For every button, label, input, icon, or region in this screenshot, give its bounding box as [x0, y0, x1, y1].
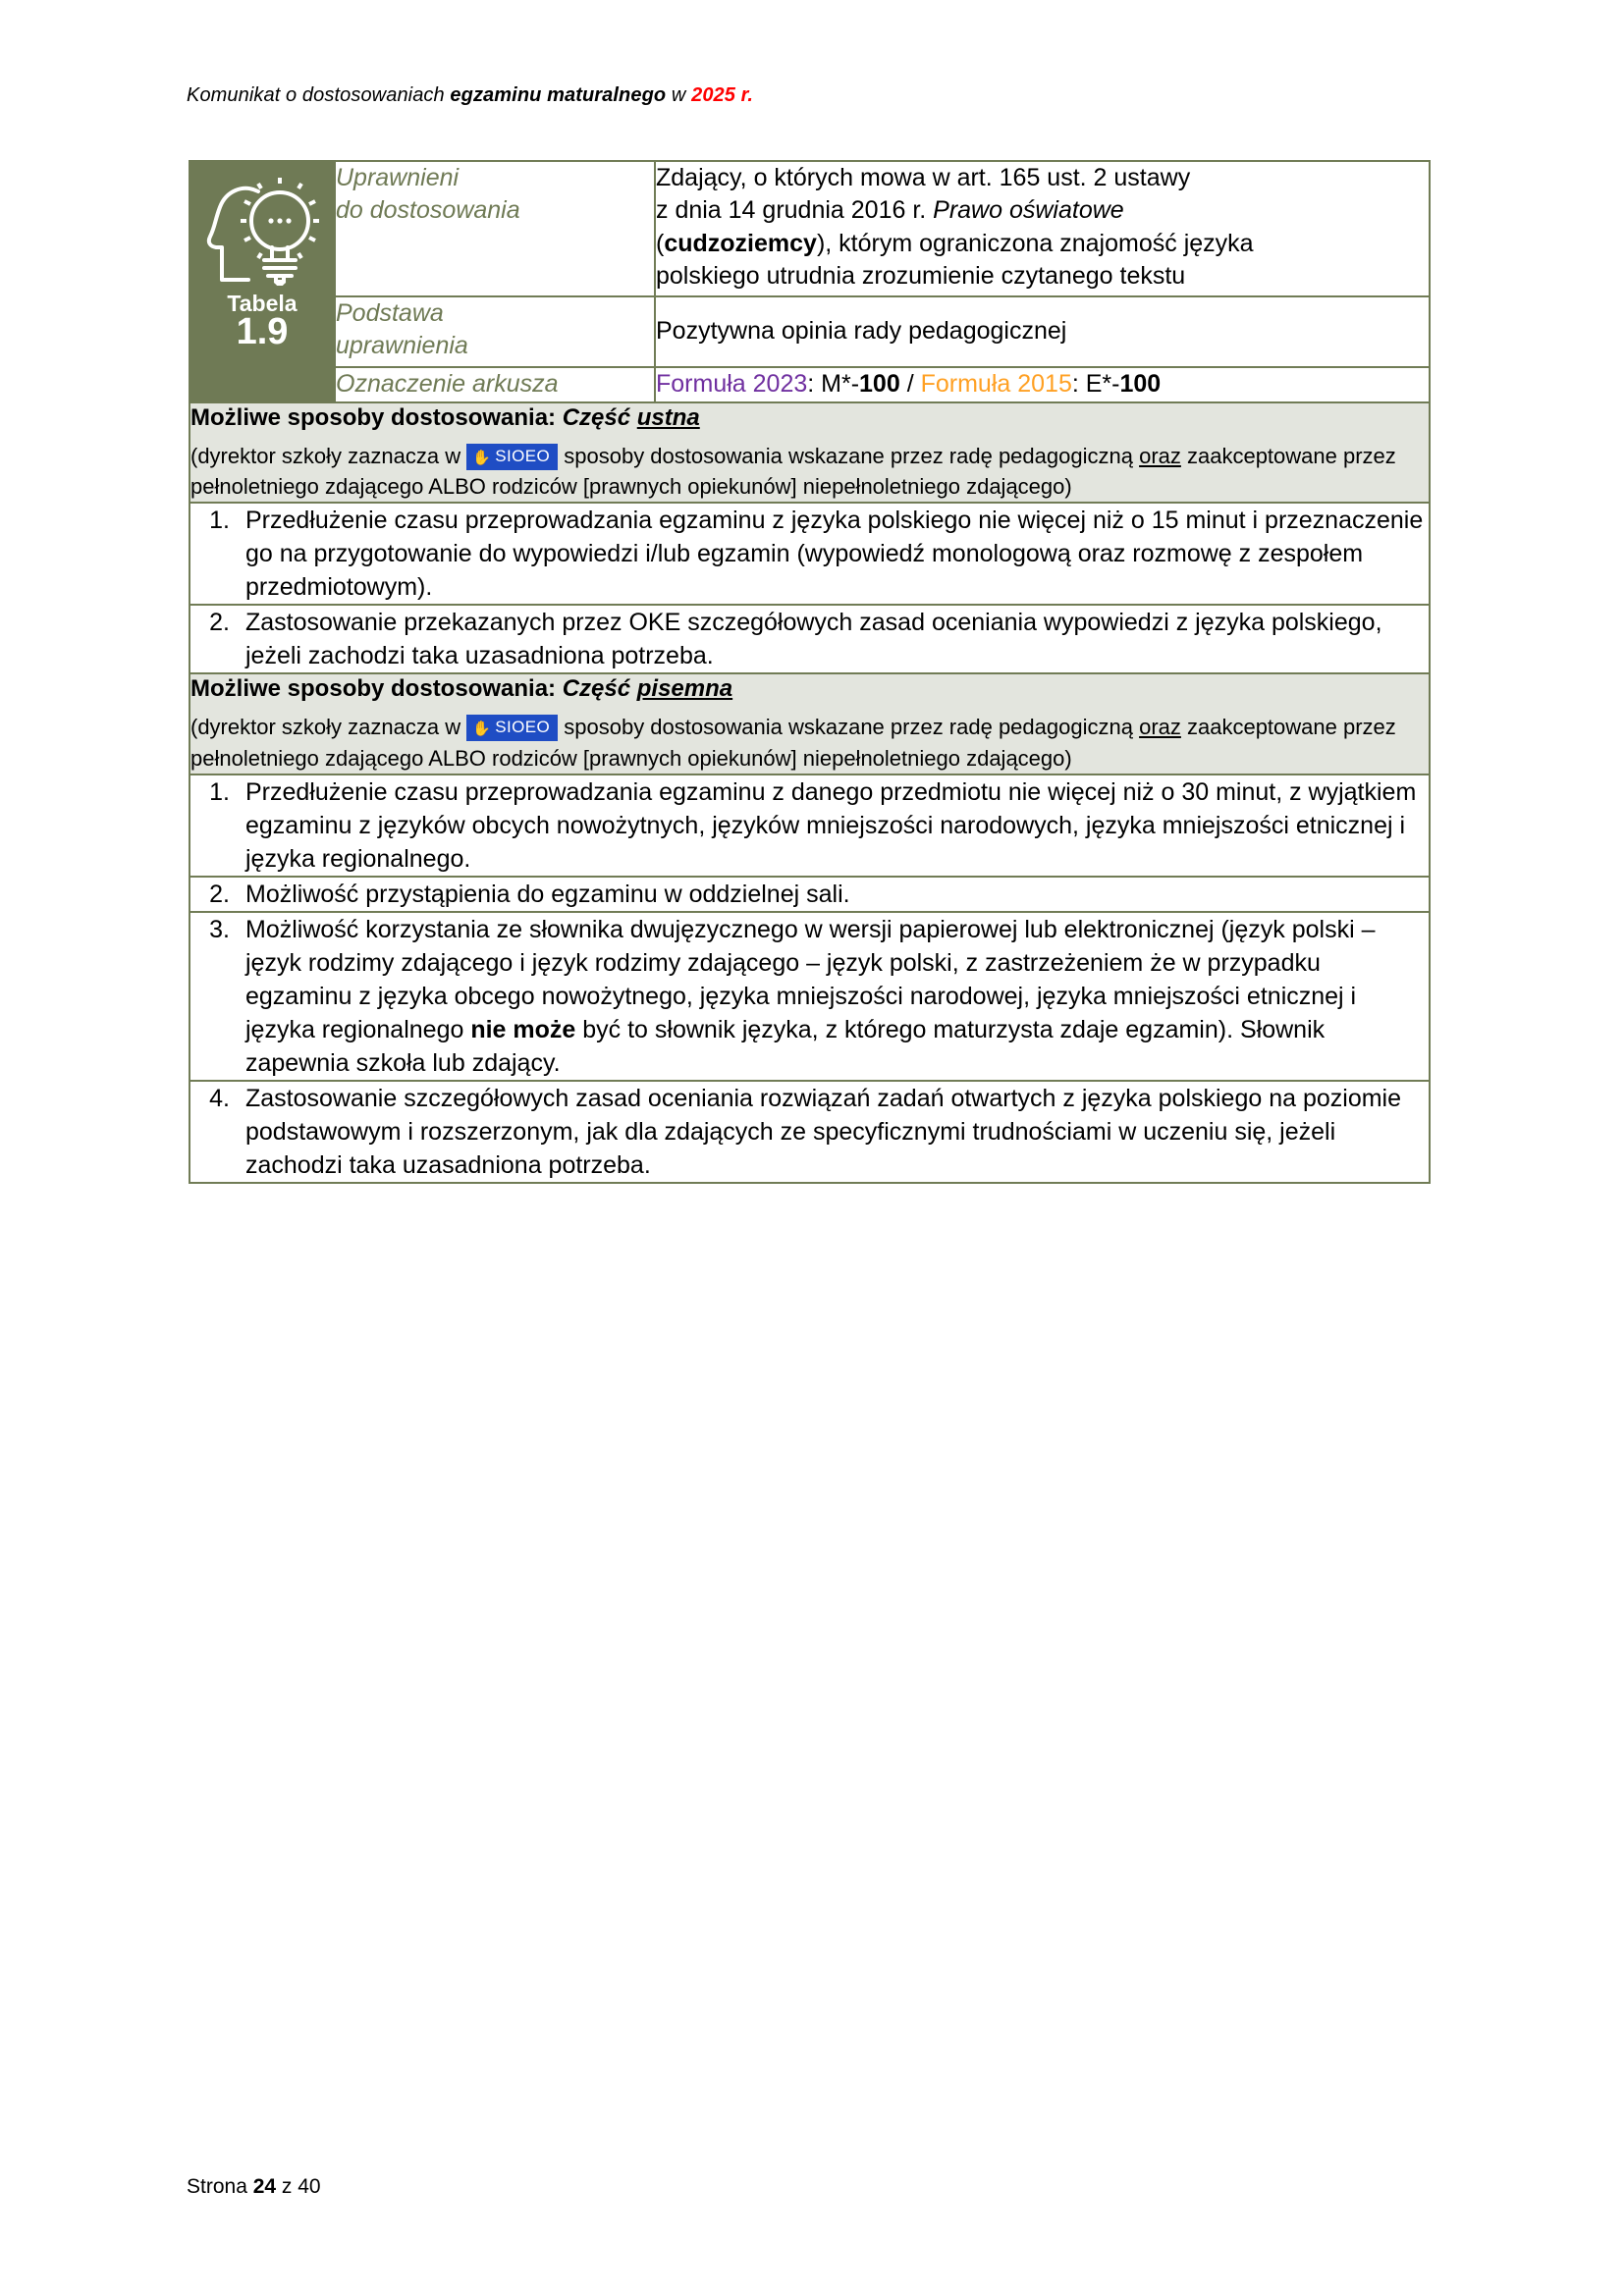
value-uprawnieni-line1: Zdający, o których mowa w art. 165 ust. 2 ustawy — [656, 164, 1191, 191]
section-title-part: Część — [562, 675, 637, 703]
table-row-podstawa — [189, 296, 1430, 368]
running-head-year: 2025 r. — [691, 84, 754, 106]
ustna-item-1-text: Przedłużenie czasu przeprowadzania egzaminu z języka polskiego nie więcej niż o 15 minut i przeznaczenie go na przygotowanie do wypowiedzi i/lub egzamin (wypowiedź monologową oraz rozmowę z zespołem przedmiotowym). — [245, 507, 1424, 602]
footer-page-number: 24 — [252, 2175, 277, 2198]
pisemna-item-4-number: 4. — [209, 1084, 230, 1112]
pisemna-item-3-emphasis: nie może — [470, 1015, 576, 1043]
pisemna-item-2-text: Możliwość przystąpienia do egzaminu w oddzielnej sali. — [245, 880, 850, 908]
value-keyword-cudzoziemcy: cudzoziemcy — [664, 229, 817, 257]
table-badge-label: Tabela — [227, 291, 298, 316]
value-uprawnieni-line2 — [656, 194, 1429, 227]
pisemna-item-1-number: 1. — [209, 777, 230, 806]
running-head-part1: Komunikat o dostosowaniach — [187, 84, 451, 106]
section-title-mode: pisemna — [636, 675, 733, 703]
section-note-c: zaakceptowane przez pełnoletniego zdającego ALBO rodziców [prawnych opiekunów] niepełnoletniego zdającego) — [190, 444, 1396, 500]
label-oznaczenie — [335, 367, 655, 402]
sioeo-badge[interactable] — [466, 444, 558, 470]
pisemna-item-2 — [189, 877, 1430, 912]
label-podstawa-line1: Podstawa — [336, 298, 444, 327]
section-note-oraz: oraz — [1139, 444, 1181, 468]
pisemna-item-3-text-b: być to słownik języka, z którego maturzysta zdaje egzamin). Słownik zapewnia szkoła lub zdający. — [245, 1015, 1326, 1077]
running-head — [187, 84, 753, 107]
value-line2-text: z dnia 14 grudnia 2016 r. — [656, 196, 934, 225]
value-line3-rest: ), którym ograniczona znajomość języka — [816, 229, 1254, 257]
value-oznaczenie — [655, 367, 1430, 402]
section-note-pisemna — [190, 712, 1429, 773]
formula-separator: / — [899, 370, 921, 399]
section-note-ustna — [190, 441, 1429, 502]
adjustments-table — [189, 160, 1431, 1184]
ustna-item-1 — [189, 503, 1430, 605]
section-title-prefix: Możliwe sposoby dostosowania: — [190, 404, 563, 431]
section-title-prefix: Możliwe sposoby dostosowania: — [190, 675, 563, 703]
formula-2015-label: Formuła 2015 — [920, 370, 1072, 399]
pisemna-item-3 — [189, 912, 1430, 1081]
value-podstawa: Pozytywna opinia rady pedagogicznej — [655, 296, 1430, 368]
label-podstawa — [335, 296, 655, 368]
pisemna-item-3-text — [245, 913, 1429, 1080]
value-uprawnieni-line4: polskiego utrudnia zrozumienie czytanego tekstu — [656, 261, 1186, 290]
value-line3-open: ( — [656, 229, 665, 257]
section-header-ustna — [189, 402, 1430, 503]
section-note-c: zaakceptowane przez pełnoletniego zdającego ALBO rodziców [prawnych opiekunów] niepełnoletniego zdającego) — [190, 715, 1396, 771]
table-badge-cell — [189, 161, 335, 402]
ustna-item-2 — [189, 605, 1430, 673]
pisemna-item-4 — [189, 1081, 1430, 1183]
pisemna-item-4-text: Zastosowanie szczegółowych zasad oceniania rozwiązań zadań otwartych z języka polskiego na poziomie podstawowym i rozszerzonym, jak dla zdających ze specyficznymi trudnościami w uczeniu się, jeżeli zachodzi taka uzasadniona potrzeba. — [245, 1084, 1402, 1179]
formula-2015-code: 100 — [1119, 370, 1162, 399]
pisemna-item-3-text-a: Możliwość korzystania ze słownika dwujęzycznego w wersji papierowej lub elektronicznej (język polski – język rodzimy zdającego i język rodzimy zdającego – język polski, z zastrzeżeniem że w przypadku egzaminu z języka obcego nowożytnego, języka mniejszości narodowej, języka mniejszości etnicznej i języka regionalnego — [245, 915, 1376, 1043]
value-uprawnieni-line3 — [656, 228, 1429, 260]
pisemna-item-1-text: Przedłużenie czasu przeprowadzania egzaminu z danego przedmiotu nie więcej niż o 30 minut, z wyjątkiem egzaminu z języków obcych nowożytnych, języków mniejszości narodowych, języka mniejszości etnicznej i języka regionalnego. — [245, 777, 1417, 873]
ustna-item-2-number: 2. — [209, 609, 230, 637]
section-header-pisemna — [189, 673, 1430, 774]
section-note-b: sposoby dostosowania wskazane przez radę pedagogiczną — [558, 715, 1140, 740]
value-law-name: Prawo oświatowe — [933, 196, 1124, 225]
label-podstawa-line2: uprawnienia — [336, 331, 468, 359]
footer-suffix: z 40 — [276, 2175, 321, 2198]
sioeo-label: SIOEO — [495, 447, 551, 465]
label-uprawnieni-line1: Uprawnieni — [336, 164, 460, 191]
section-note-b: sposoby dostosowania wskazane przez radę pedagogiczną — [558, 444, 1140, 468]
sioeo-label: SIOEO — [495, 718, 551, 737]
section-note-a: (dyrektor szkoły zaznacza w — [190, 715, 467, 740]
head-lightbulb-icon — [197, 170, 327, 286]
list-item — [189, 912, 1430, 1081]
hand-click-icon: ✋ — [472, 721, 492, 738]
pisemna-item-1 — [189, 774, 1430, 877]
table-row-uprawnieni — [189, 161, 1430, 296]
section-title-part: Część — [562, 404, 637, 431]
section-note-a: (dyrektor szkoły zaznacza w — [190, 444, 467, 468]
page-footer — [187, 2175, 321, 2199]
section-note-oraz: oraz — [1139, 715, 1181, 740]
formula-2023-code: 100 — [859, 370, 900, 399]
pisemna-item-2-number: 2. — [209, 880, 230, 908]
ustna-item-1-number: 1. — [209, 507, 230, 535]
table-row-oznaczenie — [189, 367, 1430, 402]
formula-2015-sep: : E*- — [1071, 370, 1120, 399]
value-uprawnieni — [655, 161, 1430, 296]
section-title-ustna — [190, 403, 1429, 433]
formula-2023-label: Formuła 2023 — [656, 370, 808, 399]
hand-click-icon: ✋ — [472, 450, 492, 466]
footer-prefix: Strona — [187, 2175, 253, 2198]
pisemna-item-3-number: 3. — [209, 915, 230, 943]
formula-2023-sep: : M*- — [807, 370, 860, 399]
label-oznaczenie-line1: Oznaczenie arkusza — [336, 370, 559, 399]
table-badge-number: 1.9 — [236, 311, 289, 353]
list-item — [189, 774, 1430, 877]
list-item — [189, 503, 1430, 605]
sioeo-badge[interactable] — [466, 715, 558, 741]
ustna-item-2-text: Zastosowanie przekazanych przez OKE szczegółowych zasad oceniania wypowiedzi z języka polskiego, jeżeli zachodzi taka uzasadniona potrzeba. — [245, 609, 1382, 670]
label-uprawnieni — [335, 161, 655, 296]
label-uprawnieni-line2: do dostosowania — [336, 196, 520, 224]
section-title-pisemna — [190, 674, 1429, 704]
running-head-exam: egzaminu maturalnego — [450, 84, 667, 106]
running-head-part3: w — [666, 84, 692, 106]
section-header-ustna-row — [189, 402, 1430, 503]
section-header-pisemna-row — [189, 673, 1430, 774]
list-item — [189, 1081, 1430, 1183]
list-item — [189, 605, 1430, 673]
section-title-mode: ustna — [636, 404, 700, 431]
list-item — [189, 877, 1430, 912]
